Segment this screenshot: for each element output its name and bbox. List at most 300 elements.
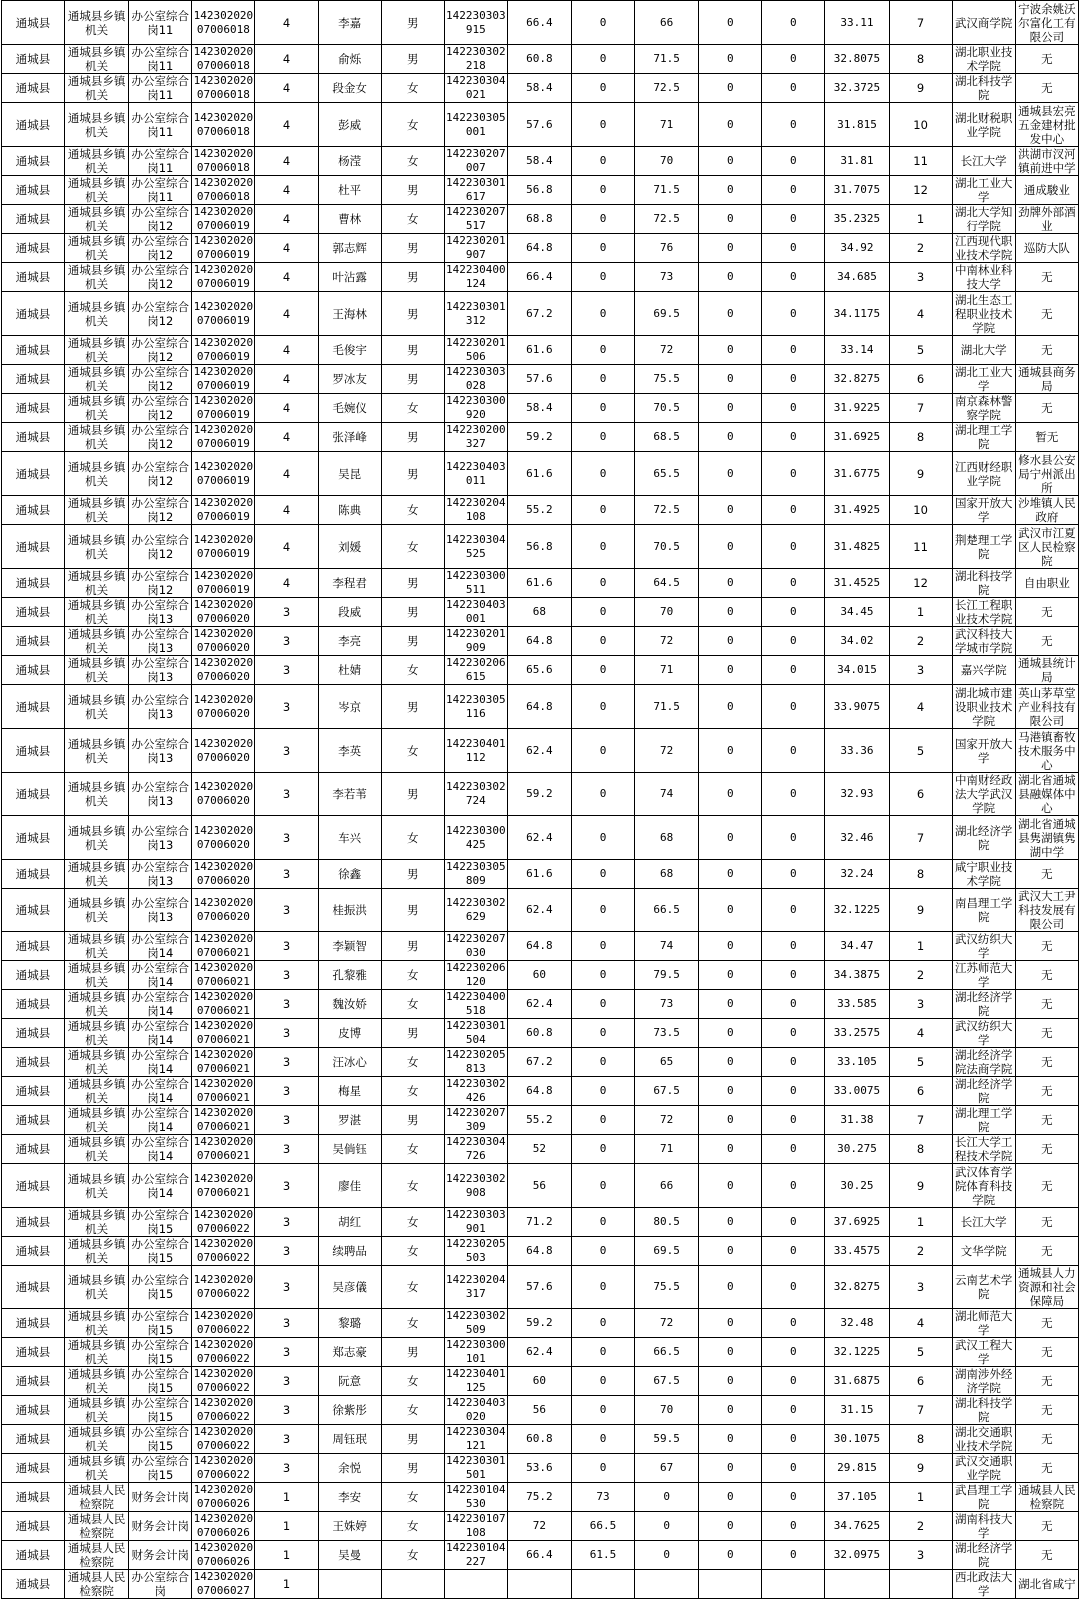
table-row bbox=[2, 336, 1079, 365]
cell-score-3: 70 bbox=[635, 147, 699, 176]
cell-gender: 女 bbox=[381, 729, 444, 773]
cell-name: 车兴 bbox=[318, 816, 381, 860]
cell-score-5: 0 bbox=[762, 1237, 825, 1266]
cell-total-score: 29.815 bbox=[825, 1454, 889, 1483]
cell-school: 中南林业科技大学 bbox=[952, 263, 1015, 292]
table-row bbox=[2, 1135, 1079, 1164]
cell-name: 毛俊宇 bbox=[318, 336, 381, 365]
cell-name: 胡红 bbox=[318, 1208, 381, 1237]
cell-name: 李颖智 bbox=[318, 932, 381, 961]
cell-workplace: 巡防大队 bbox=[1015, 234, 1078, 263]
cell-score-1: 67.2 bbox=[507, 1048, 571, 1077]
cell-county: 通城县 bbox=[2, 1512, 65, 1541]
table-row bbox=[2, 103, 1079, 147]
cell-org: 通城县乡镇机关 bbox=[65, 336, 129, 365]
cell-exam-id: 142230303901 bbox=[446, 1208, 506, 1235]
cell-workplace: 无 bbox=[1015, 1135, 1078, 1164]
cell-position-code: 14230202007006022 bbox=[193, 1208, 254, 1235]
cell-county: 通城县 bbox=[2, 205, 65, 234]
cell-score-5: 0 bbox=[762, 1048, 825, 1077]
cell-gender: 女 bbox=[381, 394, 444, 423]
cell-name: 孔黎雅 bbox=[318, 961, 381, 990]
cell-county: 通城县 bbox=[2, 860, 65, 889]
cell-score-5: 0 bbox=[762, 147, 825, 176]
cell-school: 湖北经济学院 bbox=[952, 1077, 1015, 1106]
cell-school: 江西现代职业技术学院 bbox=[952, 234, 1015, 263]
cell-school: 南京森林警察学院 bbox=[952, 394, 1015, 423]
cell-score-2: 0 bbox=[571, 1106, 634, 1135]
cell-position: 办公室综合岗12 bbox=[129, 365, 192, 394]
cell-workplace: 通成駿业 bbox=[1015, 176, 1078, 205]
cell-position: 办公室综合岗15 bbox=[129, 1237, 192, 1266]
cell-org: 通城县乡镇机关 bbox=[65, 1, 129, 45]
cell-position: 办公室综合岗15 bbox=[129, 1309, 192, 1338]
cell-exam-id: 142230200327 bbox=[446, 423, 506, 450]
cell-exam-id: 142230205503 bbox=[446, 1237, 506, 1264]
cell-position-code: 14230202007006019 bbox=[193, 234, 254, 261]
cell-gender: 女 bbox=[381, 1483, 444, 1512]
cell-school: 长江工程职业技术学院 bbox=[952, 598, 1015, 627]
cell-workplace: 英山茅草堂产业科技有限公司 bbox=[1015, 685, 1078, 729]
cell-position-code: 14230202007006020 bbox=[193, 627, 254, 654]
cell-org: 通城县乡镇机关 bbox=[65, 990, 129, 1019]
cell-quota: 1 bbox=[255, 1570, 318, 1599]
cell-quota: 4 bbox=[255, 336, 318, 365]
cell-name: 陈典 bbox=[318, 496, 381, 525]
cell-org: 通城县乡镇机关 bbox=[65, 569, 129, 598]
table-row bbox=[2, 1, 1079, 45]
cell-rank: 10 bbox=[889, 496, 952, 525]
cell-rank: 12 bbox=[889, 176, 952, 205]
cell-school: 武汉科技大学城市学院 bbox=[952, 627, 1015, 656]
cell-position: 办公室综合岗12 bbox=[129, 292, 192, 336]
cell-school: 武汉纺织大学 bbox=[952, 932, 1015, 961]
cell-score-1: 58.4 bbox=[507, 147, 571, 176]
cell-workplace: 无 bbox=[1015, 961, 1078, 990]
cell-rank: 5 bbox=[889, 336, 952, 365]
table-row bbox=[2, 1338, 1079, 1367]
cell-school: 湖北经济学院 bbox=[952, 816, 1015, 860]
table-row bbox=[2, 1208, 1079, 1237]
cell-score-3: 66 bbox=[635, 1, 699, 45]
cell-score-4: 0 bbox=[699, 569, 762, 598]
cell-position-code: 14230202007006018 bbox=[193, 74, 254, 101]
cell-org: 通城县乡镇机关 bbox=[65, 1425, 129, 1454]
cell-total-score: 31.9225 bbox=[825, 394, 889, 423]
cell-total-score: 32.1225 bbox=[825, 1338, 889, 1367]
cell-school: 武汉工程大学 bbox=[952, 1338, 1015, 1367]
cell-org: 通城县乡镇机关 bbox=[65, 1208, 129, 1237]
cell-school: 湖北经济学院 bbox=[952, 990, 1015, 1019]
cell-score-3: 72 bbox=[635, 729, 699, 773]
cell-county: 通城县 bbox=[2, 816, 65, 860]
cell-school: 湖北大学知行学院 bbox=[952, 205, 1015, 234]
cell-score-1: 67.2 bbox=[507, 292, 571, 336]
cell-position-code: 14230202007006020 bbox=[193, 656, 254, 683]
table-row bbox=[2, 1367, 1079, 1396]
cell-org: 通城县乡镇机关 bbox=[65, 860, 129, 889]
cell-score-4: 0 bbox=[699, 1425, 762, 1454]
cell-position: 财务会计岗 bbox=[129, 1541, 192, 1570]
cell-county: 通城县 bbox=[2, 1164, 65, 1208]
cell-score-4: 0 bbox=[699, 45, 762, 74]
cell-name bbox=[318, 1570, 381, 1599]
cell-score-1: 64.8 bbox=[507, 932, 571, 961]
cell-quota: 4 bbox=[255, 263, 318, 292]
cell-score-3: 68 bbox=[635, 816, 699, 860]
cell-exam-id: 142230301504 bbox=[446, 1019, 506, 1046]
cell-score-1: 59.2 bbox=[507, 773, 571, 816]
cell-total-score: 32.3725 bbox=[825, 74, 889, 103]
cell-score-1: 56.8 bbox=[507, 525, 571, 569]
cell-rank: 3 bbox=[889, 1541, 952, 1570]
cell-score-5: 0 bbox=[762, 816, 825, 860]
cell-org: 通城县乡镇机关 bbox=[65, 729, 129, 773]
cell-exam-id: 142230302426 bbox=[446, 1077, 506, 1104]
cell-rank: 7 bbox=[889, 1106, 952, 1135]
table-row bbox=[2, 1048, 1079, 1077]
cell-score-3: 72.5 bbox=[635, 205, 699, 234]
cell-org: 通城县乡镇机关 bbox=[65, 656, 129, 685]
cell-name: 魏汝娇 bbox=[318, 990, 381, 1019]
cell-score-3: 68.5 bbox=[635, 423, 699, 452]
cell-quota: 4 bbox=[255, 365, 318, 394]
cell-workplace: 宁波余姚沃尔富化工有限公司 bbox=[1015, 1, 1078, 45]
cell-position-code: 14230202007006021 bbox=[192, 1164, 255, 1208]
cell-gender: 女 bbox=[381, 1135, 444, 1164]
cell-score-1: 66.4 bbox=[507, 1, 571, 45]
cell-score-2: 0 bbox=[571, 961, 634, 990]
cell-exam-id: 142230400518 bbox=[446, 990, 506, 1017]
cell-total-score: 34.685 bbox=[825, 263, 889, 292]
cell-score-1: 62.4 bbox=[507, 990, 571, 1019]
cell-exam-id: 142230301312 bbox=[444, 292, 507, 336]
cell-name: 李安 bbox=[318, 1483, 381, 1512]
cell-position-code: 14230202007006021 bbox=[193, 990, 254, 1017]
cell-gender: 男 bbox=[381, 423, 444, 452]
cell-school: 湖北经济学院 bbox=[952, 1541, 1015, 1570]
cell-org: 通城县乡镇机关 bbox=[65, 627, 129, 656]
cell-score-1: 61.6 bbox=[507, 860, 571, 889]
cell-gender: 男 bbox=[381, 292, 444, 336]
cell-workplace: 无 bbox=[1015, 1077, 1078, 1106]
cell-name: 刘媛 bbox=[318, 525, 381, 569]
cell-gender: 女 bbox=[381, 1266, 444, 1309]
cell-position-code: 14230202007006020 bbox=[193, 860, 254, 887]
cell-position: 办公室综合岗11 bbox=[129, 103, 192, 147]
cell-exam-id: 142230206120 bbox=[446, 961, 506, 988]
cell-score-1: 55.2 bbox=[507, 1106, 571, 1135]
cell-county: 通城县 bbox=[2, 656, 65, 685]
cell-gender: 女 bbox=[381, 1048, 444, 1077]
cell-score-3: 67 bbox=[635, 1454, 699, 1483]
cell-gender: 女 bbox=[381, 147, 444, 176]
cell-county: 通城县 bbox=[2, 1367, 65, 1396]
cell-position-code: 14230202007006019 bbox=[193, 394, 254, 421]
cell-rank: 4 bbox=[889, 1309, 952, 1338]
cell-position: 办公室综合岗15 bbox=[129, 1338, 192, 1367]
cell-score-1: 60 bbox=[507, 961, 571, 990]
cell-workplace: 暂无 bbox=[1015, 423, 1078, 452]
cell-rank: 6 bbox=[889, 1077, 952, 1106]
cell-school: 湖北工业大学 bbox=[952, 176, 1015, 205]
cell-county: 通城县 bbox=[2, 1208, 65, 1237]
cell-total-score: 30.25 bbox=[825, 1164, 889, 1208]
cell-name: 李若苇 bbox=[318, 773, 381, 816]
cell-quota: 3 bbox=[255, 1396, 318, 1425]
cell-total-score: 33.14 bbox=[825, 336, 889, 365]
cell-gender: 男 bbox=[381, 45, 444, 74]
cell-position-code: 14230202007006021 bbox=[193, 961, 254, 988]
cell-position-code: 14230202007006020 bbox=[192, 729, 255, 773]
cell-score-4: 0 bbox=[699, 74, 762, 103]
cell-county: 通城县 bbox=[2, 1266, 65, 1309]
cell-score-2: 0 bbox=[571, 1237, 634, 1266]
cell-score-2: 0 bbox=[571, 263, 634, 292]
cell-workplace: 无 bbox=[1015, 394, 1078, 423]
cell-school: 荆楚理工学院 bbox=[952, 525, 1015, 569]
cell-position: 办公室综合岗12 bbox=[129, 205, 192, 234]
cell-score-4: 0 bbox=[699, 205, 762, 234]
cell-score-4: 0 bbox=[699, 394, 762, 423]
cell-total-score: 34.1175 bbox=[825, 292, 889, 336]
cell-workplace: 无 bbox=[1015, 1048, 1078, 1077]
cell-score-5: 0 bbox=[762, 1425, 825, 1454]
cell-gender: 男 bbox=[381, 598, 444, 627]
cell-position: 办公室综合岗14 bbox=[129, 1164, 192, 1208]
cell-county: 通城县 bbox=[2, 292, 65, 336]
cell-position-code: 14230202007006018 bbox=[193, 45, 254, 72]
cell-quota: 4 bbox=[255, 452, 318, 496]
cell-total-score: 31.81 bbox=[825, 147, 889, 176]
cell-position: 办公室综合岗11 bbox=[129, 1, 192, 45]
cell-score-1: 68.8 bbox=[507, 205, 571, 234]
cell-gender: 男 bbox=[381, 889, 444, 932]
cell-org: 通城县乡镇机关 bbox=[65, 1019, 129, 1048]
cell-total-score: 33.4575 bbox=[825, 1237, 889, 1266]
cell-county: 通城县 bbox=[2, 234, 65, 263]
cell-org: 通城县人民检察院 bbox=[65, 1483, 129, 1512]
cell-gender: 男 bbox=[381, 1, 444, 45]
cell-name: 彭威 bbox=[318, 103, 381, 147]
cell-rank: 9 bbox=[889, 889, 952, 932]
cell-school: 嘉兴学院 bbox=[952, 656, 1015, 685]
cell-score-5: 0 bbox=[762, 452, 825, 496]
cell-workplace: 无 bbox=[1015, 990, 1078, 1019]
cell-score-2: 0 bbox=[571, 990, 634, 1019]
cell-score-3: 75.5 bbox=[635, 365, 699, 394]
table-row bbox=[2, 452, 1079, 496]
cell-score-3: 74 bbox=[635, 932, 699, 961]
cell-name: 廖佳 bbox=[318, 1164, 381, 1208]
cell-score-5: 0 bbox=[762, 1396, 825, 1425]
cell-county: 通城县 bbox=[2, 1135, 65, 1164]
cell-position-code: 14230202007006022 bbox=[193, 1425, 254, 1452]
cell-org: 通城县乡镇机关 bbox=[65, 1164, 129, 1208]
cell-score-5: 0 bbox=[762, 990, 825, 1019]
cell-score-5 bbox=[762, 1570, 825, 1599]
cell-name: 杨滢 bbox=[318, 147, 381, 176]
cell-rank: 7 bbox=[889, 394, 952, 423]
cell-score-1: 66.4 bbox=[507, 263, 571, 292]
cell-total-score: 33.9075 bbox=[825, 685, 889, 729]
cell-name: 段威 bbox=[318, 598, 381, 627]
cell-quota: 4 bbox=[255, 292, 318, 336]
cell-score-3: 71.5 bbox=[635, 45, 699, 74]
cell-county: 通城县 bbox=[2, 1570, 65, 1599]
cell-quota: 4 bbox=[255, 1, 318, 45]
cell-name: 曹林 bbox=[318, 205, 381, 234]
cell-score-4: 0 bbox=[699, 1309, 762, 1338]
cell-position: 办公室综合岗12 bbox=[129, 394, 192, 423]
cell-rank: 6 bbox=[889, 773, 952, 816]
cell-position-code: 14230202007006021 bbox=[193, 1019, 254, 1046]
cell-score-2: 0 bbox=[571, 336, 634, 365]
cell-score-1: 64.8 bbox=[507, 234, 571, 263]
cell-score-5: 0 bbox=[762, 1266, 825, 1309]
cell-workplace: 无 bbox=[1015, 292, 1078, 336]
cell-score-2: 0 bbox=[571, 452, 634, 496]
cell-position-code: 14230202007006020 bbox=[193, 598, 254, 625]
cell-org: 通城县乡镇机关 bbox=[65, 932, 129, 961]
cell-position-code: 14230202007006026 bbox=[193, 1483, 254, 1510]
cell-position-code: 14230202007006026 bbox=[193, 1512, 254, 1539]
cell-workplace: 修水县公安局宁州派出所 bbox=[1015, 452, 1078, 496]
cell-quota: 4 bbox=[255, 45, 318, 74]
cell-position-code: 14230202007006019 bbox=[193, 569, 254, 596]
cell-score-3: 59.5 bbox=[635, 1425, 699, 1454]
cell-score-2: 0 bbox=[571, 1309, 634, 1338]
cell-score-5: 0 bbox=[762, 1512, 825, 1541]
cell-quota: 4 bbox=[255, 234, 318, 263]
cell-total-score: 37.105 bbox=[825, 1483, 889, 1512]
cell-position: 办公室综合岗11 bbox=[129, 176, 192, 205]
cell-school: 长江大学 bbox=[952, 147, 1015, 176]
cell-score-3: 72 bbox=[635, 1106, 699, 1135]
cell-rank: 5 bbox=[889, 1338, 952, 1367]
cell-school: 长江大学 bbox=[952, 1208, 1015, 1237]
cell-org: 通城县乡镇机关 bbox=[65, 292, 129, 336]
cell-score-2: 0 bbox=[571, 1019, 634, 1048]
cell-position-code: 14230202007006019 bbox=[193, 496, 254, 523]
table-row bbox=[2, 205, 1079, 234]
cell-score-4: 0 bbox=[699, 1483, 762, 1512]
cell-position: 办公室综合岗15 bbox=[129, 1396, 192, 1425]
table-row bbox=[2, 961, 1079, 990]
cell-position-code: 14230202007006022 bbox=[193, 1454, 254, 1481]
cell-gender: 男 bbox=[381, 1338, 444, 1367]
table-row bbox=[2, 1541, 1079, 1570]
table-row bbox=[2, 598, 1079, 627]
cell-score-3: 69.5 bbox=[635, 1237, 699, 1266]
cell-score-4: 0 bbox=[699, 1, 762, 45]
cell-total-score: 30.1075 bbox=[825, 1425, 889, 1454]
cell-score-2: 0 bbox=[571, 1396, 634, 1425]
cell-name: 黎璐 bbox=[318, 1309, 381, 1338]
cell-workplace: 无 bbox=[1015, 45, 1078, 74]
cell-score-1: 59.2 bbox=[507, 1309, 571, 1338]
cell-quota: 3 bbox=[255, 990, 318, 1019]
cell-score-5: 0 bbox=[762, 423, 825, 452]
cell-county: 通城县 bbox=[2, 496, 65, 525]
cell-quota: 1 bbox=[255, 1483, 318, 1512]
table-row bbox=[2, 627, 1079, 656]
cell-exam-id: 142230403001 bbox=[446, 598, 506, 625]
cell-score-5: 0 bbox=[762, 365, 825, 394]
cell-name: 吴曼 bbox=[318, 1541, 381, 1570]
cell-score-4: 0 bbox=[699, 1367, 762, 1396]
cell-total-score: 33.585 bbox=[825, 990, 889, 1019]
cell-score-3: 71 bbox=[635, 656, 699, 685]
cell-quota: 3 bbox=[255, 656, 318, 685]
cell-score-1: 61.6 bbox=[507, 452, 571, 496]
cell-total-score: 31.4825 bbox=[825, 525, 889, 569]
cell-exam-id: 142230206615 bbox=[446, 656, 506, 683]
cell-workplace: 无 bbox=[1015, 1309, 1078, 1338]
cell-position: 办公室综合岗15 bbox=[129, 1367, 192, 1396]
cell-rank: 1 bbox=[889, 1483, 952, 1512]
cell-gender: 男 bbox=[381, 176, 444, 205]
cell-score-1: 62.4 bbox=[507, 1338, 571, 1367]
cell-score-5: 0 bbox=[762, 1106, 825, 1135]
cell-score-5: 0 bbox=[762, 1135, 825, 1164]
cell-rank: 9 bbox=[889, 74, 952, 103]
cell-score-2: 0 bbox=[571, 627, 634, 656]
cell-position-code: 14230202007006022 bbox=[193, 1309, 254, 1336]
table-row bbox=[2, 990, 1079, 1019]
cell-org: 通城县乡镇机关 bbox=[65, 1237, 129, 1266]
cell-rank: 3 bbox=[889, 263, 952, 292]
cell-county: 通城县 bbox=[2, 685, 65, 729]
cell-score-3: 66.5 bbox=[635, 1338, 699, 1367]
cell-workplace: 湖北省咸宁 bbox=[1015, 1570, 1078, 1599]
cell-gender: 男 bbox=[381, 336, 444, 365]
cell-total-score: 31.815 bbox=[825, 103, 889, 147]
cell-county: 通城县 bbox=[2, 1309, 65, 1338]
cell-rank: 3 bbox=[889, 1266, 952, 1309]
cell-score-1: 64.8 bbox=[507, 1077, 571, 1106]
cell-score-3: 73 bbox=[635, 990, 699, 1019]
cell-exam-id: 142230302724 bbox=[444, 773, 507, 816]
cell-rank: 6 bbox=[889, 365, 952, 394]
cell-score-5: 0 bbox=[762, 336, 825, 365]
cell-exam-id: 142230302908 bbox=[444, 1164, 507, 1208]
cell-name: 郑志豪 bbox=[318, 1338, 381, 1367]
cell-score-5: 0 bbox=[762, 263, 825, 292]
cell-school: 武汉商学院 bbox=[952, 1, 1015, 45]
cell-name: 李亮 bbox=[318, 627, 381, 656]
cell-score-5: 0 bbox=[762, 961, 825, 990]
cell-total-score: 33.11 bbox=[825, 1, 889, 45]
cell-position: 办公室综合岗12 bbox=[129, 525, 192, 569]
cell-name: 王海林 bbox=[318, 292, 381, 336]
cell-position: 办公室综合岗12 bbox=[129, 336, 192, 365]
cell-score-5: 0 bbox=[762, 205, 825, 234]
cell-position: 办公室综合岗13 bbox=[129, 627, 192, 656]
cell-county: 通城县 bbox=[2, 773, 65, 816]
cell-quota: 3 bbox=[255, 1266, 318, 1309]
cell-gender bbox=[381, 1570, 444, 1599]
cell-score-3: 0 bbox=[635, 1541, 699, 1570]
cell-name: 郭志辉 bbox=[318, 234, 381, 263]
cell-position-code: 14230202007006019 bbox=[193, 205, 254, 232]
cell-county: 通城县 bbox=[2, 423, 65, 452]
cell-rank: 2 bbox=[889, 627, 952, 656]
cell-total-score: 33.2575 bbox=[825, 1019, 889, 1048]
cell-score-1: 72 bbox=[507, 1512, 571, 1541]
cell-school: 武汉纺织大学 bbox=[952, 1019, 1015, 1048]
cell-county: 通城县 bbox=[2, 1106, 65, 1135]
